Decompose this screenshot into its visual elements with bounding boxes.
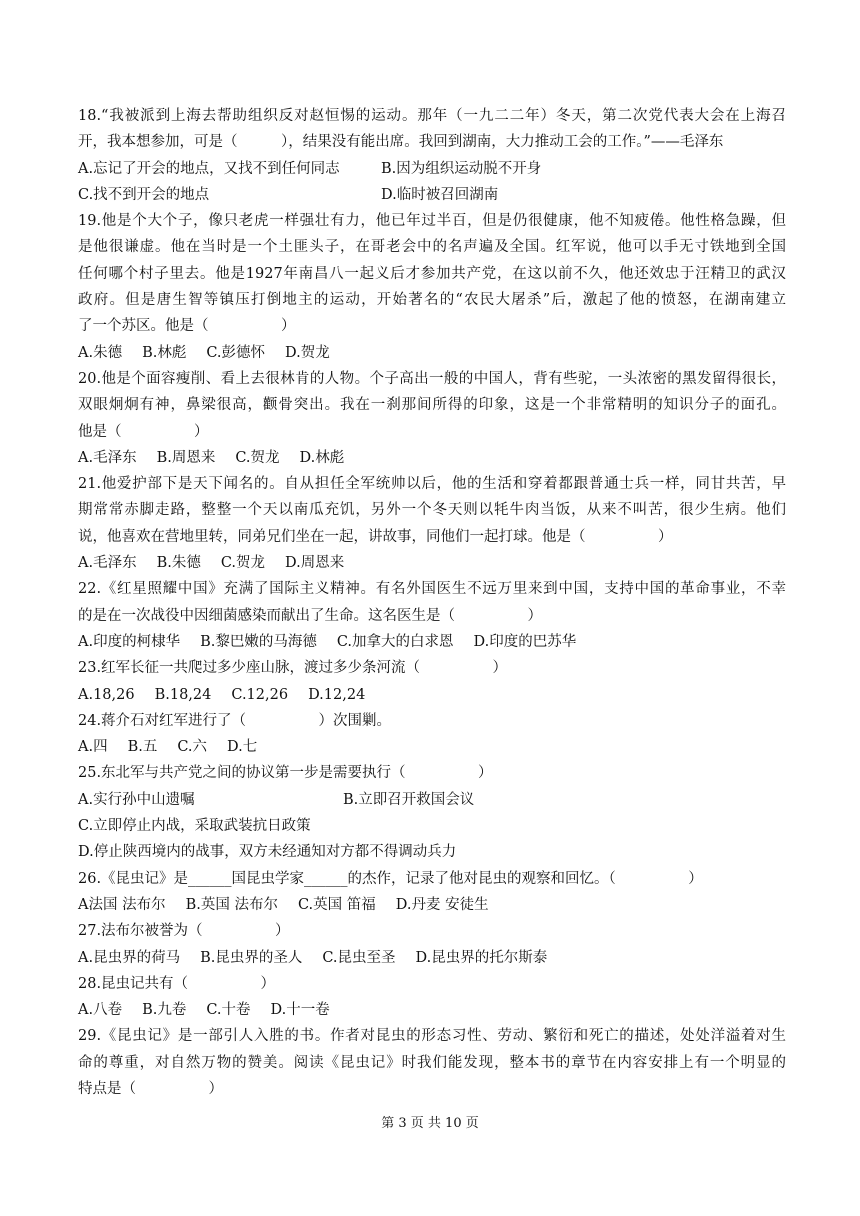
question-text: 19.他是个大个子，像只老虎一样强壮有力，他已年过半百，但是仍很健康，他不知疲倦。他性格急躁，但 xyxy=(78,213,786,230)
answer-option: A法国 法布尔 xyxy=(78,896,166,913)
question-block xyxy=(78,655,786,708)
answer-option: A.昆虫界的荷马 xyxy=(78,949,181,966)
answer-option: D.停止陕西境内的战事，双方未经通知对方都不得调动兵力 xyxy=(78,844,457,861)
answer-option: D.昆虫界的托尔斯泰 xyxy=(415,949,548,966)
option-row xyxy=(78,892,786,918)
option-row xyxy=(78,629,786,655)
answer-option: A.毛泽东 xyxy=(78,449,137,466)
question-text: 22.《红星照耀中国》充满了国际主义精神。有名外国医生不远万里来到中国，支持中国的革命事业，不幸 xyxy=(78,581,786,598)
answer-option: D.林彪 xyxy=(299,449,345,466)
page-footer: 第 3 页 共 10 页 xyxy=(381,1116,479,1131)
answer-option: A.朱德 xyxy=(78,344,123,361)
question-text: 27.法布尔被誉为（ ） xyxy=(78,923,290,940)
answer-option: B.朱德 xyxy=(156,555,201,572)
question-text: 29.《昆虫记》是一部引人入胜的书。作者对昆虫的形态习性、劳动、繁衍和死亡的描述，处处洋溢着对生 xyxy=(78,1028,786,1045)
question-text-continued: 任何哪个村子里去。他是1927年南昌八一起义后才参加共产党，在这以前不久，他还效忠于汪精卫的武汉 xyxy=(78,265,786,282)
question-list xyxy=(78,103,786,1102)
answer-option: B.因为组织运动脱不开身 xyxy=(381,160,542,177)
question-text: 21.他爱护部下是天下闻名的。自从担任全军统帅以后，他的生活和穿着都跟普通士兵一样，同甘共苦，早 xyxy=(78,476,786,493)
option-row xyxy=(78,787,786,813)
question-text: 24.蒋介石对红军进行了（ ）次围剿。 xyxy=(78,712,392,729)
answer-option: D.十一卷 xyxy=(270,1002,330,1019)
answer-option: B.立即召开救国会议 xyxy=(343,791,475,808)
answer-option: D.印度的巴苏华 xyxy=(473,633,577,650)
answer-option: C.昆虫至圣 xyxy=(322,949,396,966)
question-text-continued: 了一个苏区。他是（ ） xyxy=(78,318,296,335)
question-text: 20.他是个面容瘦削、看上去很林肯的人物。个子高出一般的中国人，背有些驼，一头浓密的黑发留得很长， xyxy=(78,370,786,387)
answer-option: C.12,26 xyxy=(231,686,289,703)
question-block xyxy=(78,208,786,366)
answer-option: C.彭德怀 xyxy=(206,344,266,361)
question-block xyxy=(78,576,786,655)
question-block xyxy=(78,708,786,761)
answer-option: A.忘记了开会的地点，又找不到任何同志 xyxy=(78,160,340,177)
question-block xyxy=(78,1023,786,1102)
question-block xyxy=(78,971,786,1024)
answer-option: C.找不到开会的地点 xyxy=(78,186,210,203)
option-row xyxy=(78,997,786,1023)
question-text: 25.东北军与共产党之间的协议第一步是需要执行（ ） xyxy=(78,765,493,782)
option-row xyxy=(78,682,786,708)
question-text: 23.红军长征一共爬过多少座山脉，渡过多少条河流（ ） xyxy=(78,660,508,677)
question-text-continued: 期常常赤脚走路，整整一个天以南瓜充饥，另外一个冬天则以牦牛肉当饭，从来不叫苦，很少生病。他们 xyxy=(78,502,786,519)
answer-option: C.立即停止内战，采取武装抗日政策 xyxy=(78,818,311,835)
answer-option: D.12,24 xyxy=(308,686,366,703)
question-text: 26.《昆虫记》是______国昆虫学家______的杰作，记录了他对昆虫的观察和回忆。（ ） xyxy=(78,870,703,887)
question-block xyxy=(78,103,786,208)
answer-option: B.林彪 xyxy=(142,344,187,361)
answer-option: D.七 xyxy=(227,739,258,756)
question-text-continued: 双眼炯炯有神，鼻梁很高，颧骨突出。我在一刹那间所得的印象，这是一个非常精明的知识分子的面孔。 xyxy=(78,397,786,414)
question-text-continued: 政府。但是唐生智等镇压打倒地主的运动，开始著名的“农民大屠杀”后，激起了他的愤怒，在湖南建立 xyxy=(78,292,786,309)
question-text-continued: 特点是（ ） xyxy=(78,1080,223,1097)
question-block xyxy=(78,760,786,865)
answer-option: C.加拿大的白求恩 xyxy=(336,633,454,650)
answer-option: B.五 xyxy=(127,739,158,756)
answer-option: C.贺龙 xyxy=(235,449,280,466)
answer-option: A.四 xyxy=(78,739,108,756)
question-text-continued: 他是（ ） xyxy=(78,423,209,440)
question-block xyxy=(78,366,786,471)
answer-option: D.周恩来 xyxy=(285,555,345,572)
answer-option: D.丹麦 安徒生 xyxy=(395,896,489,913)
answer-option: A.18,26 xyxy=(78,686,135,703)
option-row xyxy=(78,734,786,760)
answer-option: B.黎巴嫩的马海德 xyxy=(200,633,317,650)
answer-option: B.九卷 xyxy=(142,1002,187,1019)
question-block xyxy=(78,866,786,919)
answer-option: D.临时被召回湖南 xyxy=(381,186,499,203)
answer-option: C.英国 笛福 xyxy=(297,896,376,913)
question-text: 28.昆虫记共有（ ） xyxy=(78,975,276,992)
answer-option: B.周恩来 xyxy=(156,449,216,466)
option-row xyxy=(78,945,786,971)
answer-option: A.实行孙中山遗嘱 xyxy=(78,791,195,808)
question-text-continued: 的是在一次战役中因细菌感染而献出了生命。这名医生是（ ） xyxy=(78,607,542,624)
question-text-continued: 开，我本想参加，可是（ ），结果没有能出席。我回到湖南，大力推动工会的工作。”——毛泽东 xyxy=(78,134,724,151)
answer-option: B.昆虫界的圣人 xyxy=(200,949,303,966)
answer-option: C.贺龙 xyxy=(220,555,266,572)
option-row xyxy=(78,182,786,208)
answer-option: A.印度的柯棣华 xyxy=(78,633,181,650)
option-row xyxy=(78,550,786,576)
question-text-continued: 是他很谦虚。他在当时是一个土匪头子，在哥老会中的名声遍及全国。红军说，他可以手无寸铁地到全国 xyxy=(78,239,786,256)
option-row xyxy=(78,156,786,182)
option-row xyxy=(78,813,786,839)
question-text-continued: 说，他喜欢在营地里转，同弟兄们坐在一起，讲故事，同他们一起打球。他是（ ） xyxy=(78,528,673,545)
question-block xyxy=(78,471,786,576)
answer-option: C.六 xyxy=(177,739,208,756)
option-row xyxy=(78,340,786,366)
answer-option: D.贺龙 xyxy=(285,344,330,361)
question-block xyxy=(78,918,786,971)
answer-option: A.毛泽东 xyxy=(78,555,137,572)
option-row xyxy=(78,445,786,471)
question-text: 18.“我被派到上海去帮助组织反对赵恒惕的运动。那年（一九二二年）冬天，第二次党代表大会在上海召 xyxy=(78,108,786,124)
option-row xyxy=(78,839,786,865)
answer-option: C.十卷 xyxy=(206,1002,251,1019)
answer-option: A.八卷 xyxy=(78,1002,123,1019)
answer-option: B.英国 法布尔 xyxy=(185,896,278,913)
answer-option: B.18,24 xyxy=(154,686,212,703)
question-text-continued: 命的尊重，对自然万物的赞美。阅读《昆虫记》时我们能发现，整本书的章节在内容安排上有一个明显的 xyxy=(78,1054,786,1071)
